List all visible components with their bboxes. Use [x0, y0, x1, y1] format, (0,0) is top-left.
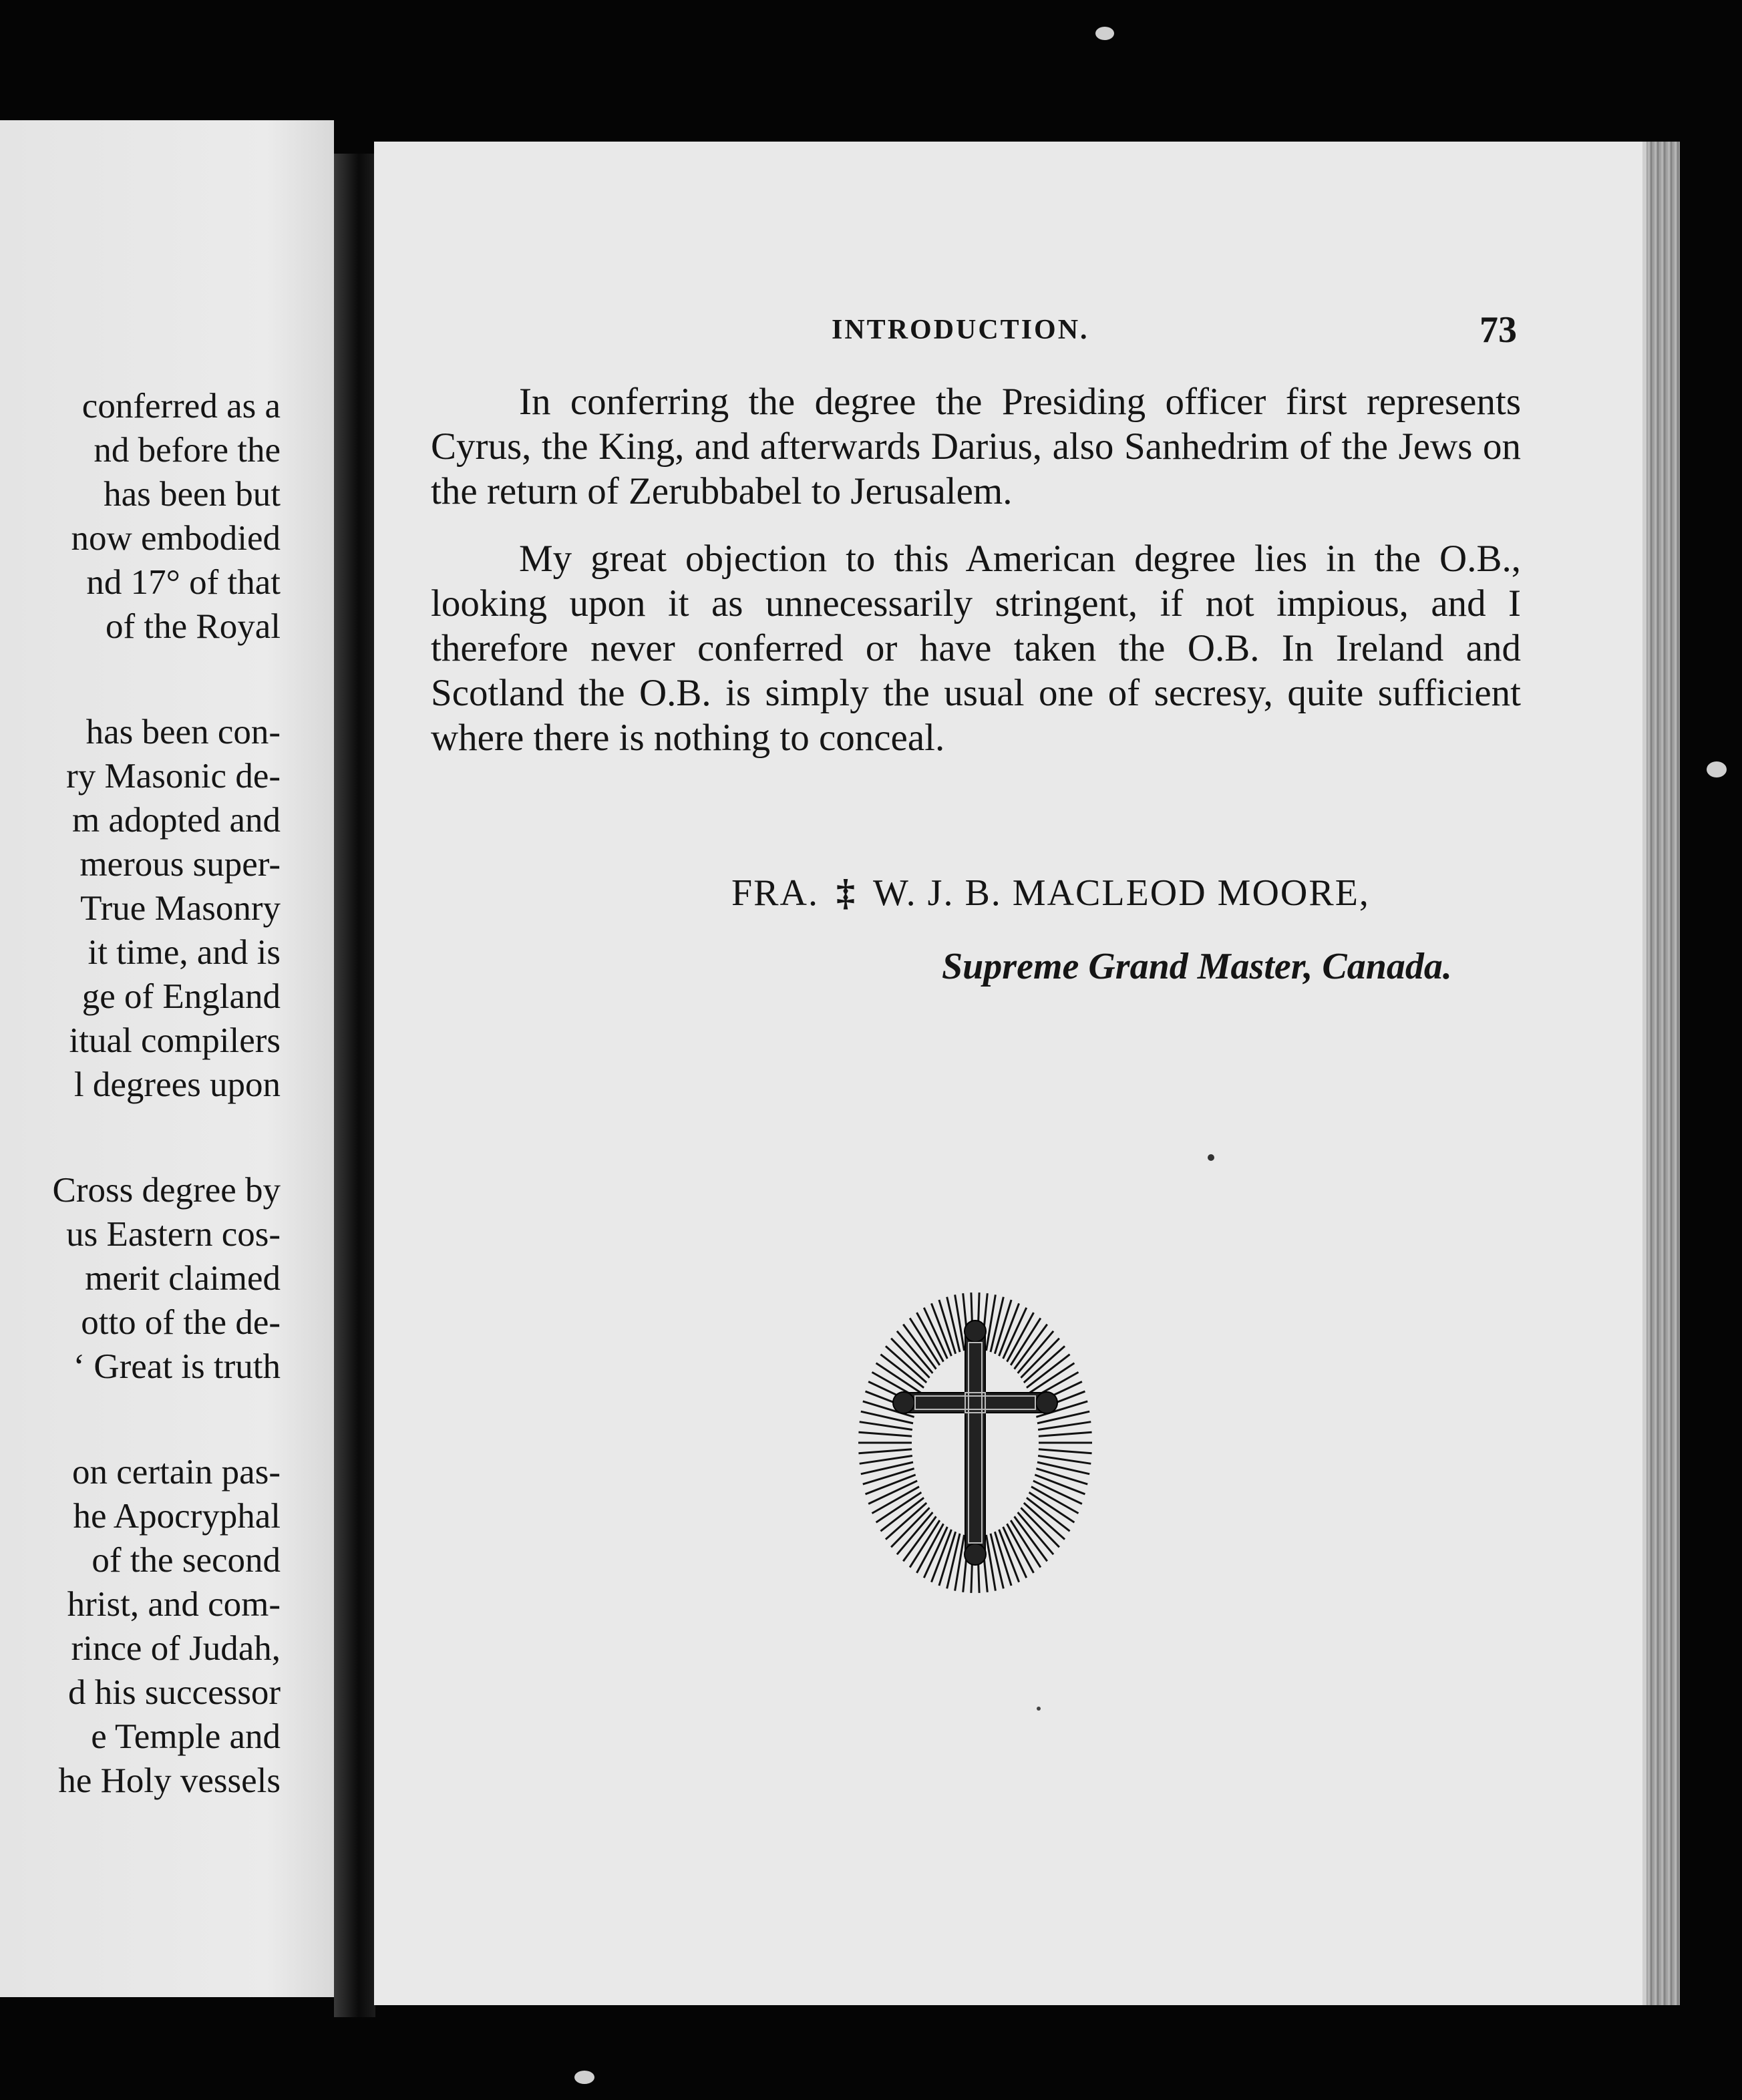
emblem-ray: [886, 1346, 926, 1383]
left-page-line: hrist, and com-: [67, 1585, 281, 1624]
left-page-line: on certain pas-: [72, 1453, 281, 1492]
left-page-line: e Temple and: [91, 1717, 281, 1756]
emblem-ray: [1024, 1503, 1065, 1540]
left-page-line: nd 17° of that: [86, 563, 281, 602]
radiant-cross-emblem-icon: [855, 1292, 1095, 1606]
left-page-line: Cross degree by: [52, 1171, 281, 1210]
left-page-line: l degrees upon: [73, 1065, 281, 1104]
left-page-line: nd before the: [94, 431, 281, 470]
body-text: [431, 379, 1521, 783]
emblem-ray: [1018, 1331, 1054, 1373]
left-page-line: otto of the de-: [81, 1303, 281, 1342]
paragraph-break: [0, 649, 281, 710]
emblem-ray: [1011, 1318, 1041, 1365]
emblem-ray: [1011, 1520, 1041, 1567]
left-page-line: of the second: [92, 1541, 281, 1580]
scan-speck: [1095, 27, 1114, 40]
double-cross-icon: ‡: [836, 872, 856, 914]
left-page-line: us Eastern cos-: [66, 1215, 281, 1254]
emblem-ray: [1021, 1508, 1059, 1547]
emblem-ray: [903, 1325, 936, 1369]
emblem-ray: [1038, 1422, 1091, 1430]
emblem-ray: [955, 1294, 965, 1351]
emblem-ray: [1021, 1339, 1059, 1378]
scan-speck: [1208, 1154, 1214, 1161]
left-page-line: m adopted and: [71, 801, 281, 840]
left-page-line: it time, and is: [88, 933, 281, 972]
emblem-ray: [858, 1432, 912, 1436]
emblem-ray: [897, 1512, 933, 1554]
left-page: [0, 120, 334, 1997]
left-page-line: ge of England: [81, 977, 281, 1016]
emblem-ray: [910, 1520, 940, 1567]
signature-title: Supreme Grand Master, Canada.: [942, 946, 1452, 987]
emblem-ray: [1024, 1346, 1065, 1383]
left-page-line: he Holy vessels: [58, 1761, 281, 1800]
emblem-ray: [986, 1535, 995, 1591]
emblem-ray: [955, 1535, 965, 1591]
emblem-ray: [986, 1294, 995, 1351]
scan-speck: [1037, 1707, 1041, 1711]
left-page-line: rince of Judah,: [71, 1629, 281, 1668]
emblem-ray: [860, 1422, 912, 1430]
emblem-ray: [891, 1508, 930, 1547]
signature-prefix: FRA.: [731, 872, 819, 914]
left-page-line: ‘ Great is truth: [73, 1347, 281, 1386]
paragraph-break: [0, 1389, 281, 1450]
left-page-line: True Masonry: [80, 889, 281, 928]
scan-speck: [574, 2071, 594, 2084]
left-page-line: itual compilers: [69, 1021, 281, 1060]
book-gutter: [334, 154, 375, 2017]
left-page-line: conferred as a: [81, 387, 281, 425]
page-number: 73: [1479, 309, 1517, 351]
left-page-line: ry Masonic de-: [66, 757, 281, 796]
emblem-ray: [910, 1318, 940, 1365]
left-page-line: he Apocryphal: [73, 1497, 281, 1536]
emblem-ray: [886, 1503, 926, 1540]
emblem-ray: [1038, 1455, 1091, 1463]
running-head: INTRODUCTION.: [832, 315, 1089, 345]
signature: [731, 872, 1370, 914]
left-page-line: has been con-: [85, 713, 281, 751]
left-page-line: of the Royal: [106, 607, 281, 646]
emblem-ray: [860, 1455, 912, 1463]
emblem-ray: [858, 1449, 912, 1453]
page-edge: [1646, 142, 1680, 2005]
paragraph-2: My great objection to this American degree lies in the O.B., looking upon it as unnecessarily stringent, if not impious, and I therefore never conferred or have taken the O.B. In Ireland and Scotland the O.B. is simply the usual one of secresy, quite sufficient where there is nothing to conceal.: [431, 538, 1521, 759]
paragraph-break: [0, 1107, 281, 1168]
left-page-line: has been but: [104, 475, 281, 514]
emblem-ray: [1039, 1449, 1092, 1453]
emblem-ray: [1014, 1325, 1047, 1369]
emblem-ray: [1039, 1432, 1092, 1436]
emblem-ray: [1014, 1516, 1047, 1561]
left-page-line: now embodied: [71, 519, 281, 558]
emblem-ray: [891, 1339, 930, 1378]
emblem-ray: [1018, 1512, 1054, 1554]
paragraph-1: In conferring the degree the Presiding officer first represents Cyrus, the King, and afterwards Darius, also Sanhedrim of the Jews on the return of Zerubbabel to Jerusalem.: [431, 381, 1521, 512]
emblem-ray: [903, 1516, 936, 1561]
left-page-line: merit claimed: [85, 1259, 281, 1298]
left-page-text: [0, 384, 281, 1803]
scan-speck: [1707, 761, 1727, 777]
left-page-line: d his successor: [68, 1673, 281, 1712]
left-page-line: merous super-: [79, 845, 281, 884]
emblem-ray: [897, 1331, 933, 1373]
signature-name: W. J. B. MACLEOD MOORE,: [872, 872, 1370, 914]
